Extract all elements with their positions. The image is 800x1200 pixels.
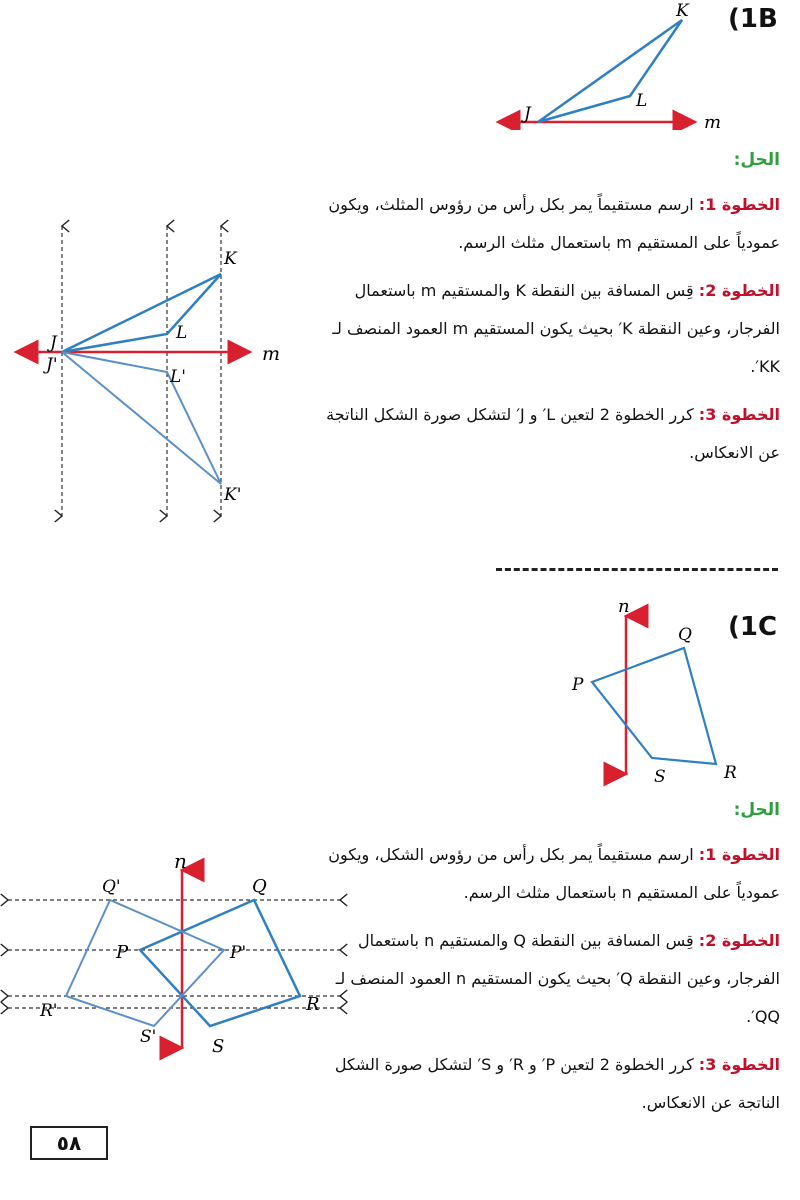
figure-1c-reflection (0, 850, 350, 1070)
section-label-1b: (1B (728, 4, 778, 34)
svg-text:R: R (306, 994, 320, 1015)
triangle-jkl (538, 20, 682, 122)
section-label-1c: (1C (728, 612, 778, 642)
svg-text:S: S (654, 767, 666, 787)
step-1b-1: الخطوة 1: ارسم مستقيماً يمر بكل رأس من رؤوس المثلث، ويكون عمودياً على المستقيم m باستعمال مثلث الرسم. (328, 195, 780, 252)
step-1b-2: الخطوة 2: قِس المسافة بين النقطة K والمستقيم m باستعمال الفرجار، وعين النقطة K′ بحيث يكون المستقيم m العمود المنصف لـ KK′. (332, 281, 780, 376)
svg-text:n: n (174, 850, 187, 873)
svg-text:n: n (618, 596, 630, 617)
label-K: K (676, 1, 689, 21)
figure-1b-original (490, 0, 750, 130)
figure-1c-original (560, 596, 760, 796)
svg-text:P: P (572, 675, 584, 695)
solution-heading-1c: الحل: (733, 800, 780, 820)
section-divider (496, 568, 778, 571)
svg-text:L': L' (170, 367, 186, 387)
step-1c-1: الخطوة 1: ارسم مستقيماً يمر بكل رأس من رؤوس الشكل، ويكون عمودياً على المستقيم n باستعمال مثلث الرسم. (328, 845, 780, 902)
page-number: ٥٨ (30, 1126, 108, 1160)
svg-text:R: R (724, 763, 737, 783)
svg-text:J': J' (46, 355, 58, 375)
label-L: L (636, 91, 648, 111)
svg-text:S: S (212, 1036, 225, 1057)
steps-1c (320, 836, 780, 1122)
solution-heading-1b: الحل: (733, 150, 780, 170)
step-1c-3: الخطوة 3: كرر الخطوة 2 لتعين P′ و R′ و S′ لتشكل صورة الشكل الناتجة عن الانعكاس. (334, 1055, 780, 1112)
step-1c-2: الخطوة 2: قِس المسافة بين النقطة Q والمستقيم n باستعمال الفرجار، وعين النقطة Q′ بحيث يكون المستقيم n العمود المنصف لـ QQ′. (335, 931, 780, 1026)
svg-text:J: J (50, 333, 57, 353)
svg-text:K: K (224, 249, 237, 269)
figure-1b-reflection (10, 218, 310, 528)
svg-text:Q': Q' (102, 877, 121, 897)
svg-text:R': R' (40, 1001, 58, 1021)
svg-text:Q: Q (252, 876, 267, 897)
svg-text:P': P' (230, 943, 247, 963)
svg-text:P: P (116, 942, 129, 963)
svg-text:m: m (262, 343, 281, 365)
steps-1b (320, 186, 780, 472)
svg-text:K': K' (224, 485, 242, 505)
label-m: m (704, 112, 722, 130)
step-1b-3: الخطوة 3: كرر الخطوة 2 لتعين L′ و J′ لتشكل صورة الشكل الناتجة عن الانعكاس. (326, 405, 780, 462)
label-J: J (524, 104, 531, 124)
svg-text:S': S' (140, 1027, 157, 1047)
svg-text:L: L (176, 323, 188, 343)
svg-text:Q: Q (678, 625, 692, 645)
